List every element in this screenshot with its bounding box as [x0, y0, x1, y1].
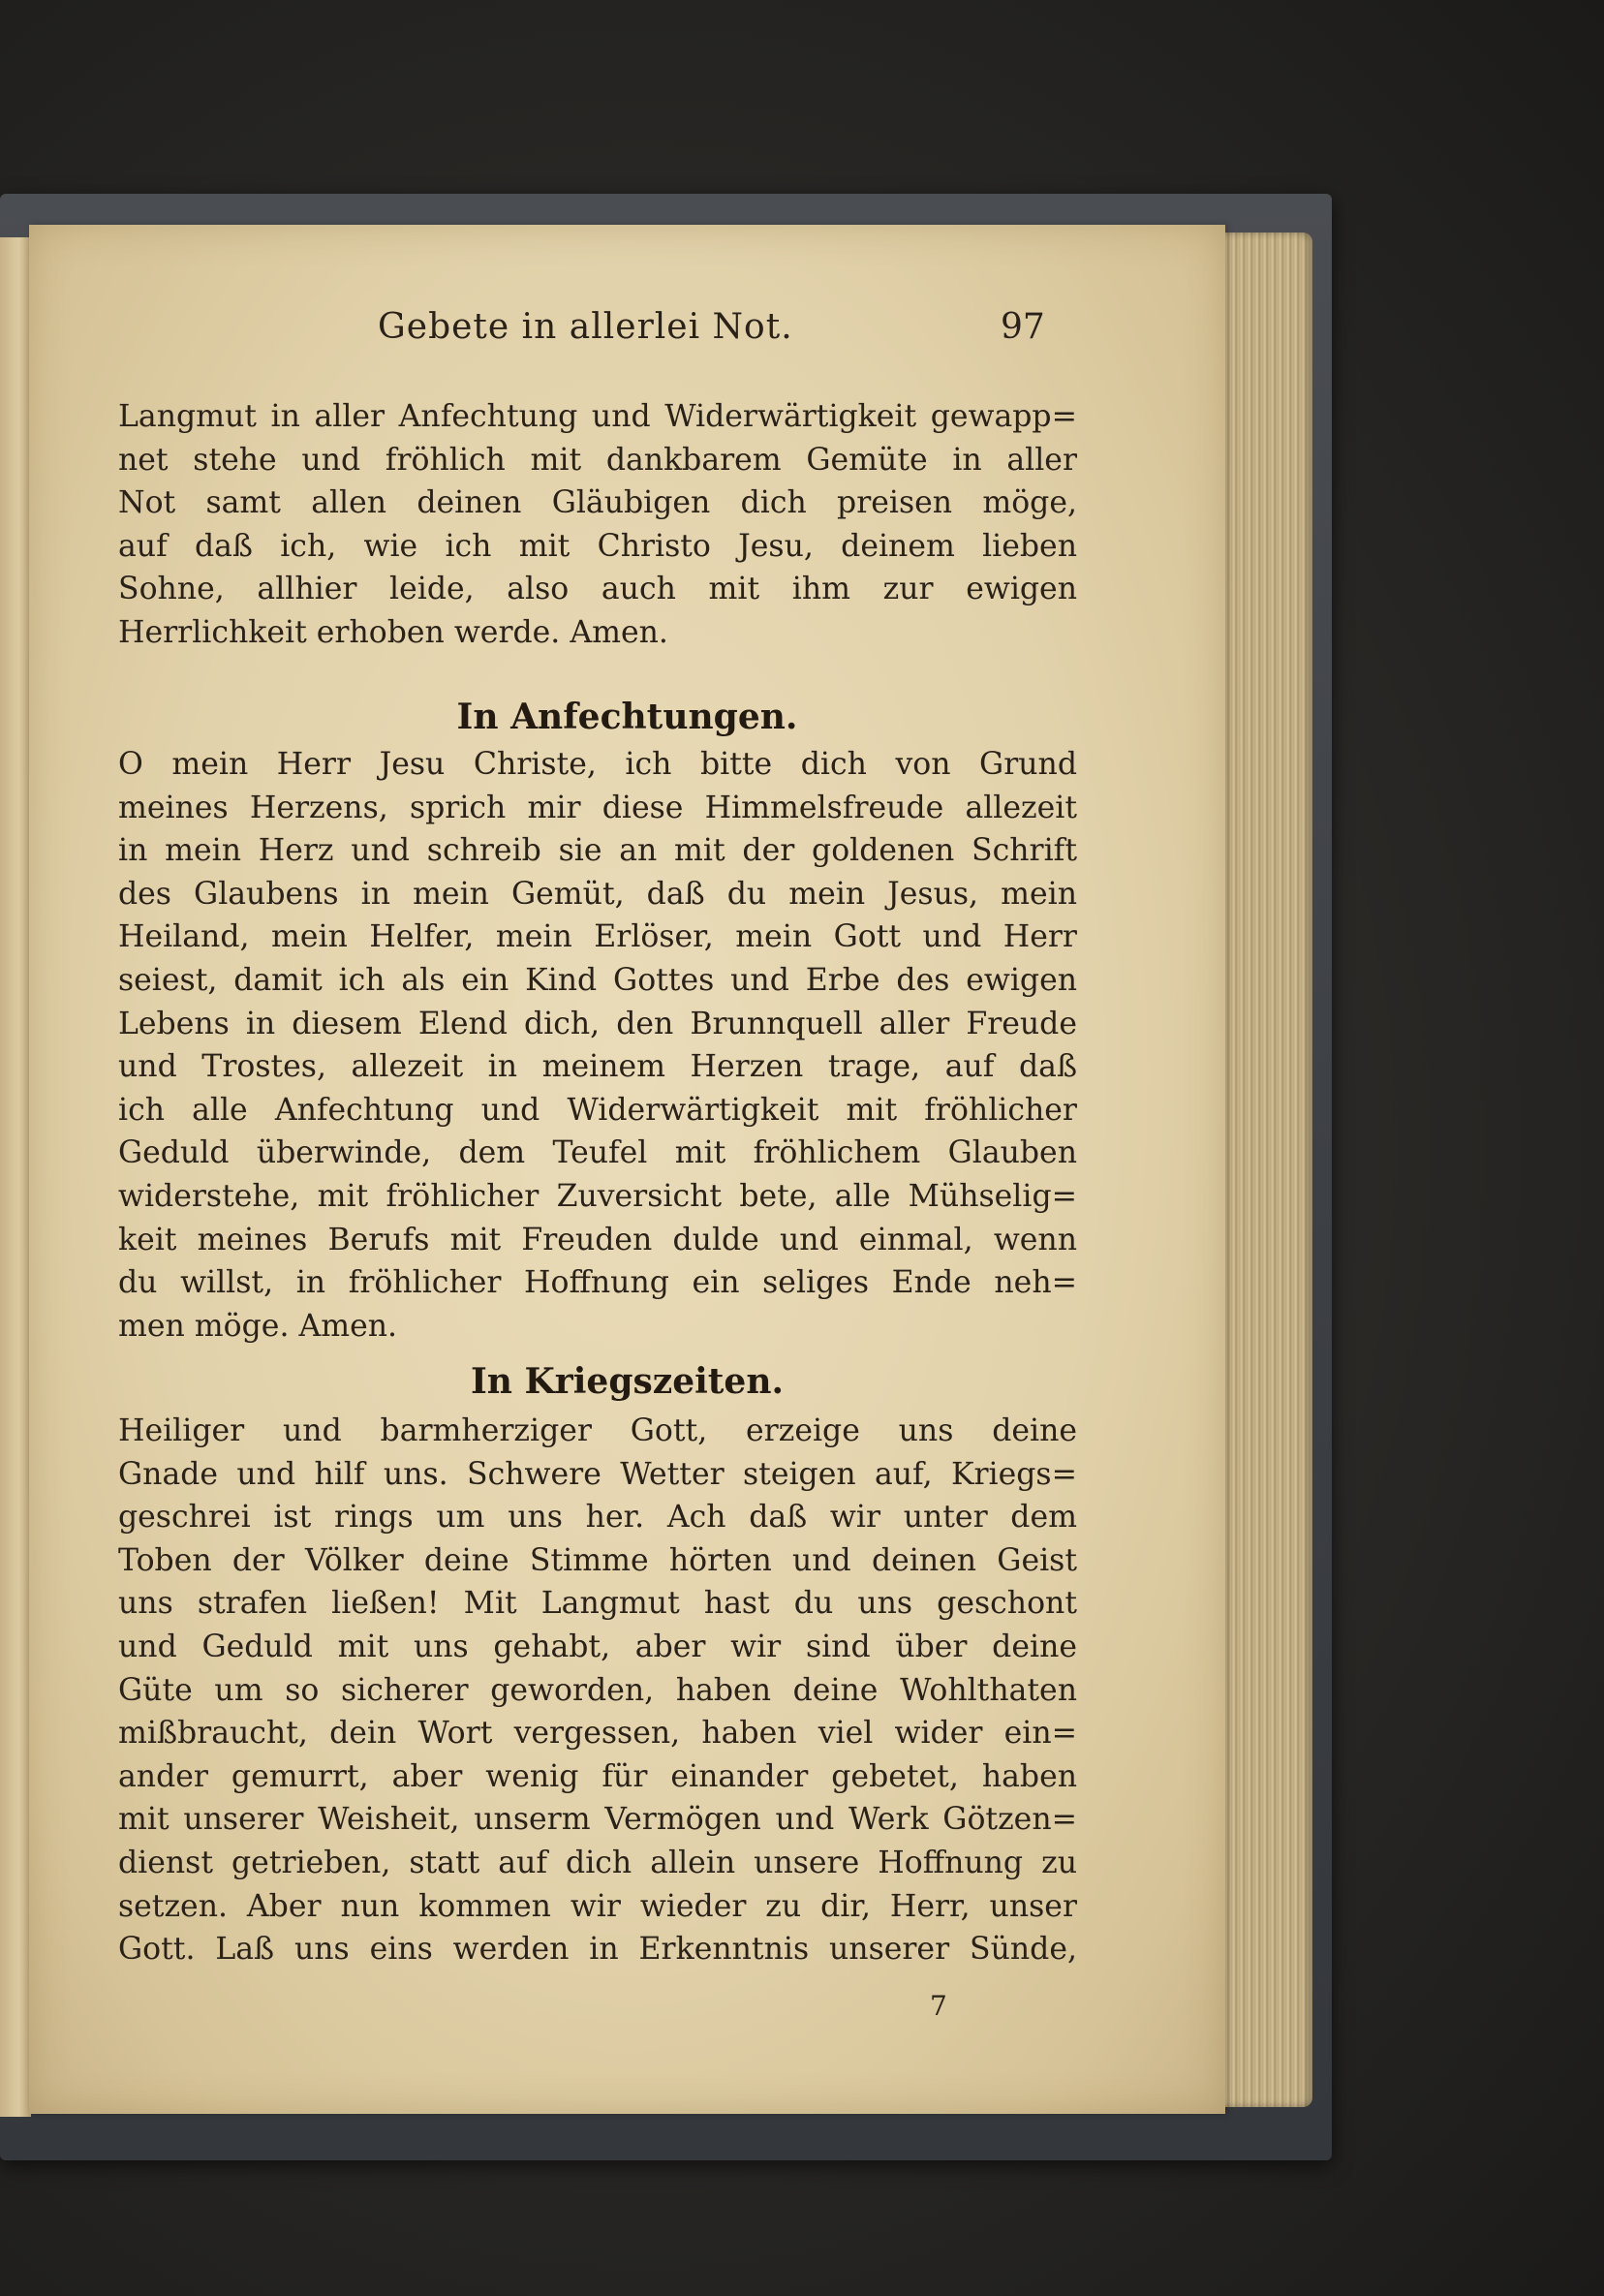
text-line: des Glaubens in mein Gemüt, daß du mein Jesus, mein	[118, 876, 1077, 912]
text-line: Herrlichkeit erhoben werde. Amen.	[118, 614, 668, 650]
text-line: Langmut in aller Anfechtung und Widerwärtigkeit gewapp=	[118, 399, 1077, 434]
previous-page-edge	[0, 237, 31, 2117]
text-line: net stehe und fröhlich mit dankbarem Gemüte in aller	[118, 442, 1077, 478]
text-line: ich alle Anfechtung und Widerwärtigkeit mit fröhlicher	[118, 1092, 1077, 1128]
text-line: und Trostes, allezeit in meinem Herzen trage, auf daß	[118, 1049, 1077, 1085]
text-line: in mein Herz und schreib sie an mit der goldenen Schrift	[118, 833, 1077, 869]
text-line: uns strafen ließen! Mit Langmut hast du uns geschont	[118, 1586, 1077, 1622]
running-title: Gebete in allerlei Not.	[378, 307, 793, 347]
text-line: O mein Herr Jesu Christe, ich bitte dich von Grund	[118, 747, 1077, 782]
text-line: mißbraucht, dein Wort vergessen, haben viel wider ein=	[118, 1716, 1077, 1752]
page-header	[29, 307, 1225, 365]
text-line: geschrei ist rings um uns her. Ach daß wir unter dem	[118, 1500, 1077, 1536]
signature-mark: 7	[930, 1990, 947, 2022]
text-line: men möge. Amen.	[118, 1308, 398, 1344]
text-line: Heiland, mein Helfer, mein Erlöser, mein Gott und Herr	[118, 919, 1077, 955]
text-line: und Geduld mit uns gehabt, aber wir sind über deine	[118, 1629, 1077, 1664]
text-line: Güte um so sicherer geworden, haben deine Wohlthaten	[118, 1672, 1077, 1708]
text-line: seiest, damit ich als ein Kind Gottes und Erbe des ewigen	[118, 962, 1077, 998]
section-heading-anfechtungen: In Anfechtungen.	[456, 697, 798, 737]
page-number: 97	[1001, 307, 1045, 347]
text-line: Gnade und hilf uns. Schwere Wetter steigen auf, Kriegs=	[118, 1456, 1077, 1492]
text-line: keit meines Berufs mit Freuden dulde und einmal, wenn	[118, 1222, 1077, 1257]
text-line: auf daß ich, wie ich mit Christo Jesu, deinem lieben	[118, 528, 1077, 564]
kriegszeiten-paragraph	[118, 1410, 1077, 1971]
text-line: setzen. Aber nun kommen wir wieder zu dir, Herr, unser	[118, 1888, 1077, 1924]
text-line: widerstehe, mit fröhlicher Zuversicht bete, alle Mühselig=	[118, 1178, 1077, 1214]
text-line: du willst, in fröhlicher Hoffnung ein seliges Ende neh=	[118, 1265, 1077, 1301]
text-line: Heiliger und barmherziger Gott, erzeige uns deine	[118, 1413, 1077, 1448]
text-line: Lebens in diesem Elend dich, den Brunnquell aller Freude	[118, 1006, 1077, 1041]
text-line: Gott. Laß uns eins werden in Erkenntnis unserer Sünde,	[118, 1932, 1077, 1968]
text-line: meines Herzens, sprich mir diese Himmelsfreude allezeit	[118, 790, 1077, 825]
anfechtungen-paragraph	[118, 743, 1077, 1348]
intro-paragraph	[118, 395, 1077, 655]
section-heading-kriegszeiten: In Kriegszeiten.	[470, 1361, 785, 1402]
book-page	[29, 225, 1225, 2114]
text-line: ander gemurrt, aber wenig für einander gebetet, haben	[118, 1758, 1077, 1794]
text-line: Toben der Völker deine Stimme hörten und deinen Geist	[118, 1542, 1077, 1578]
text-line: Sohne, allhier leide, also auch mit ihm zur ewigen	[118, 572, 1077, 607]
text-line: Geduld überwinde, dem Teufel mit fröhlichem Glauben	[118, 1135, 1077, 1171]
text-line: mit unserer Weisheit, unserm Vermögen und Werk Götzen=	[118, 1802, 1077, 1838]
page-edges	[1216, 233, 1312, 2107]
text-line: Not samt allen deinen Gläubigen dich preisen möge,	[118, 485, 1077, 521]
text-line: dienst getrieben, statt auf dich allein unsere Hoffnung zu	[118, 1845, 1077, 1880]
